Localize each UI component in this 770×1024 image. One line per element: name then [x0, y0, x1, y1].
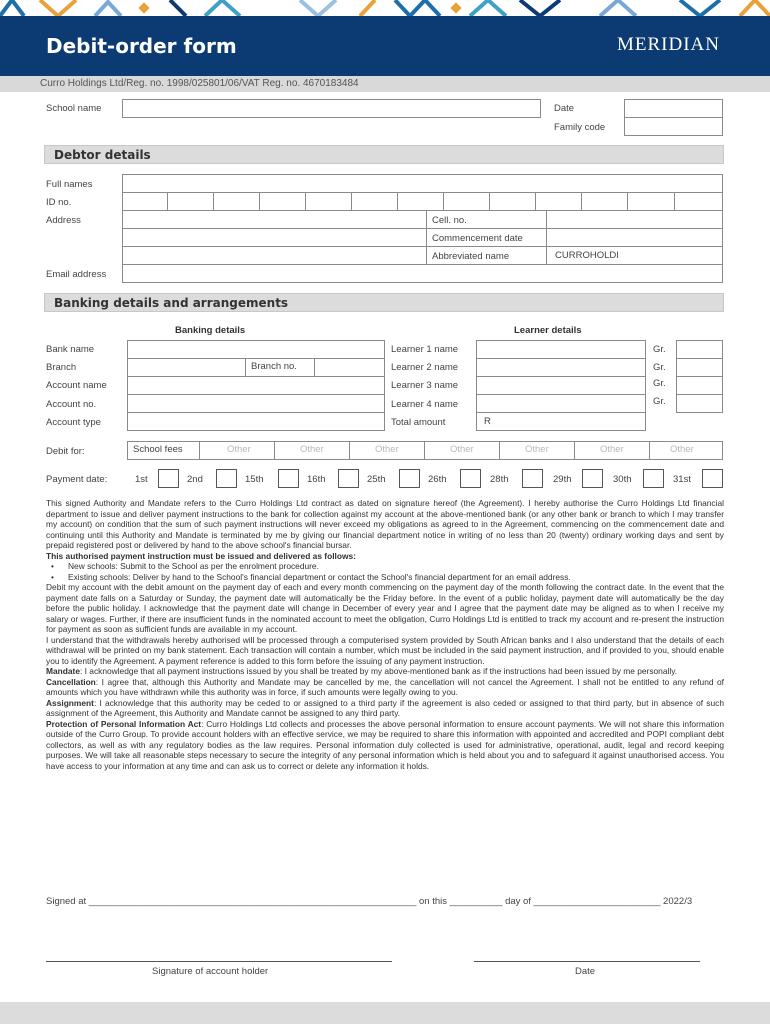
- learner-2-label: Learner 2 name: [391, 362, 459, 373]
- learner-4-label: Learner 4 name: [391, 399, 459, 410]
- terms-heading: This authorised payment instruction must be issued and delivered as follows:: [46, 550, 356, 561]
- payment-15th-checkbox[interactable]: [278, 469, 299, 488]
- date-field[interactable]: [624, 99, 723, 118]
- cancellation-text: : I agree that, although this Authority and Mandate may be cancelled by me, the cancellation will not cancel the Agreement. I shall not be entitled to any refund of amounts which you have withdrawn while this authority was in force, if such amounts were legally owing to you.: [46, 676, 724, 697]
- id-digit-box[interactable]: [443, 192, 490, 211]
- signature-line[interactable]: [46, 961, 392, 962]
- grade-3-field[interactable]: [676, 376, 723, 395]
- banking-section: [44, 293, 724, 312]
- footer-bar: [0, 1002, 770, 1024]
- cell-no-label: Cell. no.: [432, 215, 467, 226]
- id-digit-box[interactable]: [674, 192, 723, 211]
- terms-bullet: • New schools: Submit to the School as per the enrolment procedure.: [46, 561, 724, 572]
- learner-3-label: Learner 3 name: [391, 380, 459, 391]
- id-digit-box[interactable]: [627, 192, 675, 211]
- terms-paragraph: Debit my account with the debit amount on the payment day of each and every month commencing on the payment day of the month following the contract date. In the event that the payment date falls on a Saturday or Sunday, the payment date will automatically be the Friday before. In the event of a public holiday, payment date will automatically be the day before the public holiday. I acknowledge that the payment date will change in December of every year and I agree that the payment date may be aligned as to when I receive my salary or wages. Further, if there are insufficient funds in the nominated account to meet the obligation, Curro Holdings Ltd is entitled to track my account and re-present the instruction for payment as soon as sufficient funds are available in my account.: [46, 582, 724, 634]
- terms-paragraph: This signed Authority and Mandate refers to the Curro Holdings Ltd contract as dated on signature hereof (the Agreement). I hereby authorise the Curro Holdings Ltd financial department to issue and deliver payment instructions to the bank for collection against my account at the above-mentioned bank (or any other bank or branch to which I may transfer my account) on condition that the sum of such payment instructions will never exceed my obligations as agreed to in the Agreement, commencing on the commencement date and continuing until this Authority and Mandate is terminated by me by giving our financial department notice in writing of no less than 20 (twenty) ordinary working days and sent by prepaid registered post or delivered by hand to the above school's financial bursar.: [46, 498, 724, 550]
- email-field[interactable]: [122, 264, 723, 283]
- payment-option-label: 16th: [307, 474, 326, 485]
- payment-option-label: 15th: [245, 474, 264, 485]
- family-code-field[interactable]: [624, 117, 723, 136]
- id-no-label: ID no.: [46, 197, 72, 208]
- mandate-text: : I acknowledge that all payment instructions issued by you shall be treated by my above-mentioned bank as if the instructions had been issued by me personally.: [79, 666, 678, 676]
- cancellation-heading: Cancellation: [46, 676, 96, 687]
- signature-date-label: Date: [575, 966, 596, 977]
- assignment-heading: Assignment: [46, 697, 94, 708]
- id-digit-box[interactable]: [535, 192, 582, 211]
- commencement-date-field[interactable]: [546, 228, 723, 247]
- form-title: Debit-order form: [46, 34, 237, 58]
- debit-for-label: Debit for:: [46, 446, 85, 457]
- total-amount-field[interactable]: R: [476, 412, 646, 431]
- school-name-field[interactable]: [122, 99, 541, 118]
- learner-2-field[interactable]: [476, 358, 646, 377]
- debit-option-school-fees[interactable]: School fees: [127, 441, 200, 460]
- popi-heading: Protection of Personal Information Act: [46, 718, 202, 729]
- section-title: Debtor details: [54, 148, 151, 162]
- address-line-1[interactable]: [122, 210, 427, 229]
- payment-option-label: 25th: [367, 474, 386, 485]
- decorative-pattern: [0, 0, 770, 16]
- debit-option-other[interactable]: Other: [424, 441, 500, 460]
- abbreviated-label-cell: [426, 246, 547, 265]
- debit-option-other[interactable]: Other: [574, 441, 650, 460]
- payment-31st-checkbox[interactable]: [702, 469, 723, 488]
- id-digit-box[interactable]: [397, 192, 444, 211]
- payment-option-label: 2nd: [187, 474, 203, 485]
- bank-name-field[interactable]: [127, 340, 385, 359]
- payment-option-label: 30th: [613, 474, 632, 485]
- payment-option-label: 29th: [553, 474, 572, 485]
- id-digit-box[interactable]: [167, 192, 214, 211]
- branch-no-field[interactable]: [314, 358, 385, 377]
- account-no-label: Account no.: [46, 399, 97, 410]
- full-names-label: Full names: [46, 179, 93, 190]
- debit-option-other[interactable]: Other: [499, 441, 575, 460]
- payment-date-label: Payment date:: [46, 474, 108, 485]
- grade-label: Gr.: [653, 396, 666, 407]
- account-type-field[interactable]: [127, 412, 385, 431]
- school-name-label: School name: [46, 103, 102, 114]
- branch-label: Branch: [46, 362, 77, 373]
- assignment-text: : I acknowledge that this authority may be ceded to or assigned to a third party if the agreement is also ceded or assigned to that third party, but in absence of such assignment of the Agreement, this Authority and Mandate cannot be assigned to any third party.: [46, 697, 724, 718]
- address-line-2[interactable]: [122, 228, 427, 247]
- total-amount-label: Total amount: [391, 417, 446, 428]
- account-no-field[interactable]: [127, 394, 385, 413]
- mandate-heading: Mandate: [46, 666, 80, 676]
- signed-at-line[interactable]: Signed at ______________________________________________________________ on this __________ day of ________________________ 2022/3: [46, 896, 693, 907]
- terms-and-conditions: [46, 498, 724, 771]
- payment-28th-checkbox[interactable]: [522, 469, 543, 488]
- id-digit-box[interactable]: [122, 192, 168, 211]
- abbreviated-name-label: Abbreviated name: [432, 251, 510, 262]
- grade-label: Gr.: [653, 378, 666, 389]
- branch-no-label: Branch no.: [245, 358, 315, 377]
- section-title: Banking details and arrangements: [54, 296, 289, 310]
- account-name-field[interactable]: [127, 376, 385, 395]
- popi-text: : Curro Holdings Ltd collects and processes the above personal information to ensure account payments. We will not share this information outside of the Curro Group. To provide account holders with an effective service, we may be required to share this information with appointed and accredited and POPI compliant debt collectors, as well as with any regulatory bodies as the law requires. Personal information duly collected is used for administrative, operational, audit, legal and record keeping purposes. We will take all reasonable steps necessary to secure the integrity of any personal information which is held about you and to safeguard it against unauthorised access. You have access to your information at any time and can ask us to correct or delete any information it holds.: [46, 718, 724, 771]
- payment-2nd-checkbox[interactable]: [216, 469, 237, 488]
- cell-label-cell: [426, 210, 547, 229]
- abbreviated-name-value: CURROHOLDI: [546, 246, 723, 265]
- debit-option-other[interactable]: Other: [199, 441, 275, 460]
- payment-16th-checkbox[interactable]: [338, 469, 359, 488]
- payment-1st-checkbox[interactable]: [158, 469, 179, 488]
- terms-paragraph: I understand that the withdrawals hereby authorised will be processed through a computerised system provided by South African banks and I also understand that the details of each withdrawal will be printed on my bank statement. Each transaction will contain a number, which must be included in the said payment instruction, and if provided to you, should enable you to identify the Agreement. A payment reference is added to this form before the issuing of any payment instruction.: [46, 634, 724, 666]
- registration-bar: [0, 76, 770, 92]
- id-digit-box[interactable]: [351, 192, 398, 211]
- address-line-3[interactable]: [122, 246, 427, 265]
- address-label: Address: [46, 215, 81, 226]
- form-header: [0, 16, 770, 76]
- date-signature-line[interactable]: [474, 961, 700, 962]
- payment-option-label: 1st: [135, 474, 148, 485]
- payment-26th-checkbox[interactable]: [460, 469, 481, 488]
- grade-label: Gr.: [653, 344, 666, 355]
- payment-30th-checkbox[interactable]: [643, 469, 664, 488]
- debtor-details-section: [44, 145, 724, 164]
- learner-1-label: Learner 1 name: [391, 344, 459, 355]
- date-label: Date: [554, 103, 575, 114]
- learner-4-field[interactable]: [476, 394, 646, 413]
- payment-25th-checkbox[interactable]: [399, 469, 420, 488]
- email-label: Email address: [46, 269, 107, 280]
- commencement-label-cell: [426, 228, 547, 247]
- signature-holder-label: Signature of account holder: [152, 966, 269, 977]
- debit-option-other[interactable]: Other: [649, 441, 723, 460]
- banking-details-subtitle: Banking details: [175, 325, 246, 336]
- payment-option-label: 31st: [673, 474, 691, 485]
- learner-1-field[interactable]: [476, 340, 646, 359]
- branch-field[interactable]: [127, 358, 246, 377]
- id-digit-box[interactable]: [489, 192, 536, 211]
- commencement-date-label: Commencement date: [432, 233, 523, 244]
- grade-4-field[interactable]: [676, 394, 723, 413]
- learner-3-field[interactable]: [476, 376, 646, 395]
- debit-option-other[interactable]: Other: [349, 441, 425, 460]
- terms-bullet: • Existing schools: Deliver by hand to the School's financial department or contact the School's financial department for an email address.: [46, 572, 724, 583]
- registration-text: Curro Holdings Ltd/Reg. no. 1998/025801/06/VAT Reg. no. 4670183484: [40, 78, 359, 89]
- learner-details-subtitle: Learner details: [514, 325, 582, 336]
- family-code-label: Family code: [554, 122, 606, 133]
- brand-logo-text: MERIDIAN: [617, 34, 720, 55]
- grade-1-field[interactable]: [676, 340, 723, 359]
- account-type-label: Account type: [46, 417, 101, 428]
- id-digit-box[interactable]: [305, 192, 352, 211]
- cell-no-field[interactable]: [546, 210, 723, 229]
- bank-name-label: Bank name: [46, 344, 95, 355]
- payment-29th-checkbox[interactable]: [582, 469, 603, 488]
- id-digit-box[interactable]: [259, 192, 306, 211]
- id-digit-box[interactable]: [213, 192, 260, 211]
- account-name-label: Account name: [46, 380, 107, 391]
- debit-option-other[interactable]: Other: [274, 441, 350, 460]
- full-names-field[interactable]: [122, 174, 723, 193]
- grade-2-field[interactable]: [676, 358, 723, 377]
- payment-option-label: 28th: [490, 474, 509, 485]
- id-digit-box[interactable]: [581, 192, 628, 211]
- payment-option-label: 26th: [428, 474, 447, 485]
- grade-label: Gr.: [653, 362, 666, 373]
